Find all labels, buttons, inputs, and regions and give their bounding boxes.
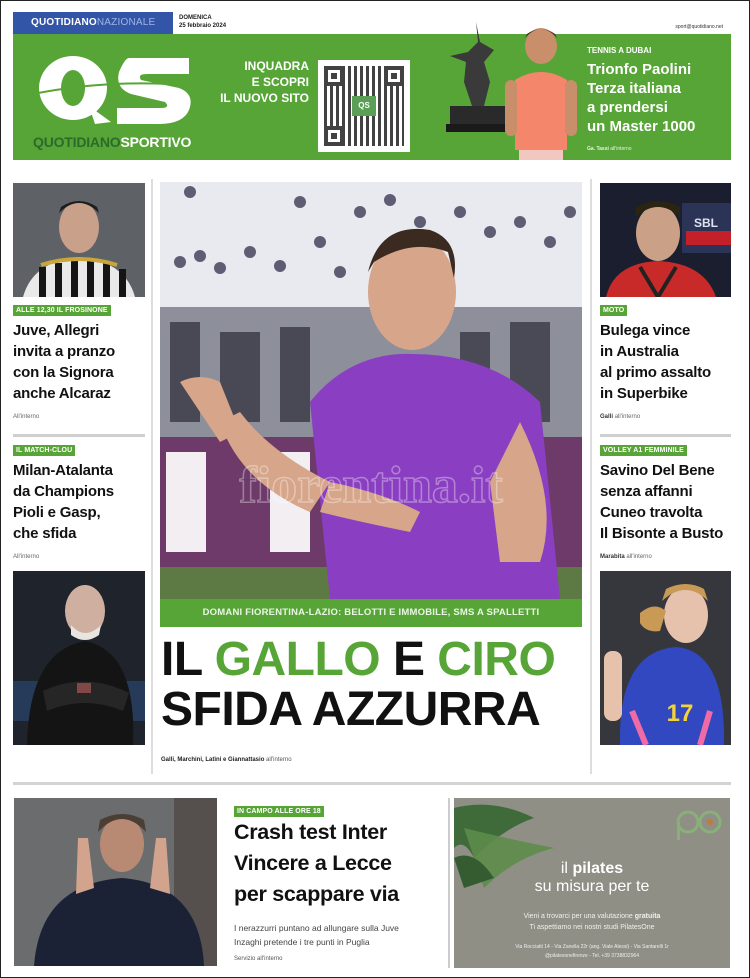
headline-line: Savino Del Bene — [600, 462, 715, 479]
bulega-photo — [600, 183, 731, 297]
masthead-top-strip — [13, 12, 731, 34]
headline-line: senza affanni — [600, 483, 693, 500]
headline-line: un Master 1000 — [587, 118, 696, 135]
issue-date-text: 25 febbraio 2024 — [179, 23, 227, 29]
svg-text:17: 17 — [666, 700, 694, 727]
ad-body-line-1 — [460, 911, 724, 922]
headline-word-green: GALLO — [214, 633, 381, 686]
qr-code[interactable] — [318, 60, 410, 152]
juve-player-image — [13, 183, 145, 297]
story-byline: All'interno — [13, 554, 40, 560]
ad-address — [458, 943, 726, 961]
inzaghi-image — [14, 798, 217, 966]
ad-title-line-1 — [454, 860, 730, 878]
byline-author: Ga. Tassi — [587, 146, 609, 152]
inzaghi-photo — [14, 798, 217, 966]
headline-line: da Champions — [13, 483, 114, 500]
headline-line: Il Bisonte a Busto — [600, 525, 724, 542]
ad-body-pre: Vieni a trovarci per una valutazione — [523, 913, 635, 920]
main-headline-line-1 — [161, 635, 583, 685]
qr-badge: QS — [352, 96, 376, 116]
site-promo — [213, 58, 309, 106]
story-byline — [600, 554, 731, 560]
column-rule-left — [151, 179, 153, 774]
quotidiano-nazionale-brand — [13, 12, 173, 34]
headline-line: invita a pranzo — [13, 343, 116, 360]
juve-headline[interactable] — [13, 320, 145, 404]
headline-line: Bulega vince — [600, 322, 691, 339]
headline-line: Milan-Atalanta — [13, 462, 113, 479]
milan-atalanta-headline[interactable] — [13, 460, 145, 544]
headline-line: per scappare via — [234, 882, 399, 906]
volley-player-image — [600, 571, 731, 745]
ad-body-line-2: Ti aspettiamo nei nostri studi PilatesOne — [529, 924, 655, 931]
headline-line: in Superbike — [600, 385, 688, 402]
summary-line: I nerazzurri puntano ad allungare sulla Juve — [234, 923, 399, 933]
belotti-main-photo — [160, 182, 582, 599]
promo-line: INQUADRA — [244, 59, 309, 73]
bulega-headline[interactable] — [600, 320, 731, 404]
ad-body-bold: gratuita — [634, 913, 661, 920]
story-byline — [600, 414, 731, 420]
inter-summary — [234, 921, 446, 949]
ad-title — [454, 860, 730, 896]
byline-rest: all'interno — [626, 554, 652, 560]
byline-rest: all'interno — [610, 146, 632, 152]
brand-sub-light: SPORTIVO — [120, 134, 192, 150]
ad-title-line-2: su misura per te — [534, 878, 650, 895]
headline-line: Juve, Allegri — [13, 322, 100, 339]
main-headline[interactable] — [161, 635, 583, 735]
qs-logo — [29, 48, 199, 128]
inter-headline[interactable] — [234, 817, 444, 910]
qr-finder-icon — [324, 126, 344, 146]
story-kicker: ALLE 12,30 IL FROSINONE — [13, 305, 111, 316]
brand-sub-dark: QUOTIDIANO — [33, 134, 121, 150]
divider — [600, 434, 731, 437]
tennis-byline — [587, 146, 632, 152]
headline-line: anche Alcaraz — [13, 385, 111, 402]
bulega-image — [600, 183, 731, 297]
quotidiano-sportivo-brand — [33, 134, 191, 150]
pioli-image — [13, 571, 145, 745]
inter-byline: Servizio all'interno — [234, 956, 283, 962]
ad-title-bold: pilates — [572, 860, 624, 877]
story-kicker: MOTO — [600, 305, 627, 316]
headline-line: che sfida — [13, 525, 77, 542]
pioli-photo — [13, 571, 145, 745]
qr-finder-icon — [324, 66, 344, 86]
headline-word-green: CIRO — [437, 633, 556, 686]
promo-line: E SCOPRI — [251, 75, 309, 89]
byline-rest: all'interno — [266, 757, 292, 763]
headline-line: Crash test Inter — [234, 820, 387, 844]
headline-line: a prendersi — [587, 99, 668, 116]
column-rule-bottom — [448, 798, 450, 968]
pilates-logo-icon — [674, 806, 722, 842]
main-story-kicker: DOMANI FIORENTINA-LAZIO: BELOTTI E IMMOBILE, SMS A SPALLETTI — [160, 599, 582, 627]
headline-line: con la Signora — [13, 364, 114, 381]
masthead-band — [13, 34, 731, 160]
issue-date — [179, 14, 226, 30]
belotti-image — [160, 182, 582, 599]
story-kicker: VOLLEY A1 FEMMINILE — [600, 445, 687, 456]
ad-body — [460, 911, 724, 933]
byline-rest: all'interno — [614, 414, 641, 420]
left-column — [13, 183, 145, 745]
byline-author: Galli — [600, 414, 614, 420]
summary-line: Inzaghi pretende i tre punti in Puglia — [234, 937, 370, 947]
volley-player-photo — [600, 571, 731, 745]
byline-author: Marabita — [600, 554, 625, 560]
tennis-player-photo — [501, 24, 581, 160]
headline-word: E — [380, 633, 438, 686]
volley-headline[interactable] — [600, 460, 731, 544]
issue-day: DOMENICA — [179, 15, 212, 21]
headline-line: Terza italiana — [587, 80, 681, 97]
promo-line: IL NUOVO SITO — [220, 91, 309, 105]
byline-authors: Galli, Marchini, Latini e Giannattasio — [161, 757, 265, 763]
juventus-player-photo — [13, 183, 145, 297]
right-column — [600, 183, 731, 745]
main-story-byline — [161, 757, 292, 763]
brand-top-bold: QUOTIDIANO — [31, 17, 97, 28]
photo-watermark: fiorentina.it — [239, 457, 503, 514]
headline-line: Trionfo Paolini — [587, 61, 692, 78]
headline-line: Vincere a Lecce — [234, 851, 392, 875]
ad-contact-line: @pilatesonefirenze - Tel. +39 3738832964 — [544, 953, 640, 959]
headline-word: IL — [161, 633, 215, 686]
tennis-kicker: TENNIS A DUBAI — [587, 46, 652, 55]
ad-title-pre: il — [560, 860, 573, 877]
divider — [13, 434, 145, 437]
section-divider — [13, 782, 731, 785]
main-headline-line-2: SFIDA AZZURRA — [161, 683, 541, 736]
contact-email: sport@quotidiano.net — [675, 24, 723, 30]
headline-line: in Australia — [600, 343, 679, 360]
tennis-headline[interactable] — [587, 60, 737, 136]
story-kicker: IN CAMPO ALLE ORE 18 — [234, 806, 324, 817]
headline-line: Cuneo travolta — [600, 504, 703, 521]
pilates-advertisement[interactable] — [454, 798, 730, 968]
brand-top-light: NAZIONALE — [96, 17, 156, 28]
ad-address-line: Via Rocciatti 14 - Via Zanella 22r (ang. Viale Alessi) - Via Santarelli 1r — [515, 944, 669, 950]
story-kicker: IL MATCH-CLOU — [13, 445, 75, 456]
qr-pattern — [324, 66, 404, 146]
story-byline: All'interno — [13, 414, 40, 420]
qr-finder-icon — [384, 66, 404, 86]
headline-line: Pioli e Gasp, — [13, 504, 101, 521]
headline-line: al primo assalto — [600, 364, 712, 381]
svg-text:SBL: SBL — [694, 216, 718, 230]
column-rule-right — [590, 179, 592, 774]
